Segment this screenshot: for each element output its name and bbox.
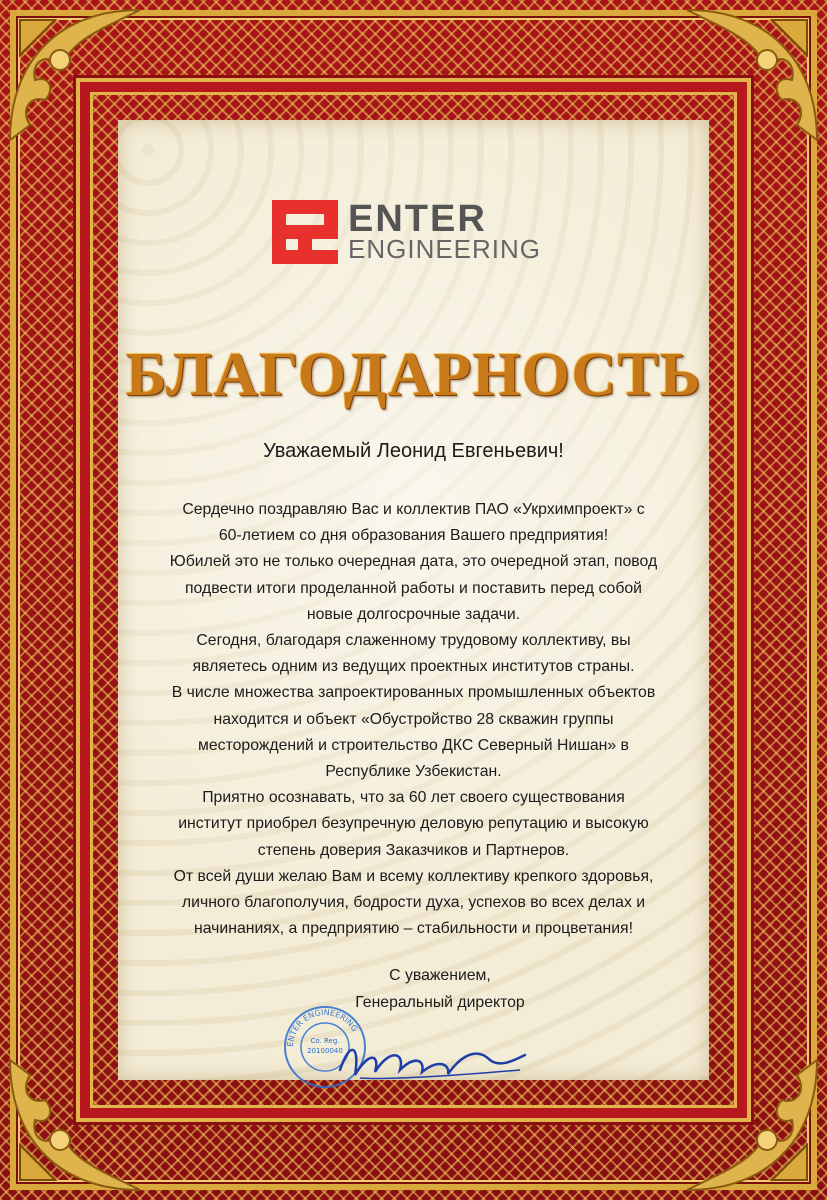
body-line: Приятно осознавать, что за 60 лет своего существования (202, 789, 625, 807)
body-line: личного благополучия, бодрости духа, успехов во всех делах и (181, 894, 646, 912)
logo-text-engineering: ENGINEERING (348, 234, 542, 264)
certificate-title: БЛАГОДАРНОСТЬ (125, 341, 702, 409)
body-line: находится и объект «Обустройство 28 скважин группы (213, 710, 614, 728)
body-line: подвести итоги проделанной работы и поставить перед собой (185, 579, 642, 597)
company-logo (272, 200, 562, 264)
body-line: степень доверия Заказчиков и Партнеров. (257, 841, 570, 859)
body-line: В числе множества запроектированных промышленных объектов (171, 684, 656, 702)
logo-text-enter: ENTER (348, 198, 487, 240)
body-line: 60-летием со дня образования Вашего предприятия! (218, 527, 609, 545)
body-line: новые долгосрочные задачи. (306, 605, 521, 623)
body-line: начинаниях, а предприятию – стабильности и процветания! (194, 920, 633, 938)
letter-body (140, 497, 687, 942)
body-line: институт приобрел безупречную деловую репутацию и высокую (178, 815, 649, 833)
closing-regards: С уважением, (389, 967, 491, 984)
stamp-line-2: 20100040 (307, 1047, 343, 1055)
body-line: являетесь одним из ведущих проектных институтов страны. (192, 658, 635, 676)
stamp-line-1: Co. Reg. (310, 1037, 340, 1045)
salutation: Уважаемый Леонид Евгеньевич! (263, 440, 564, 462)
body-line: Сердечно поздравляю Вас и коллектив ПАО «Укрхимпроект» с (182, 501, 645, 518)
signature-icon (330, 1030, 530, 1090)
body-line: Республике Узбекистан. (325, 763, 502, 781)
closing-position: Генеральный директор (355, 994, 525, 1011)
body-line: От всей души желаю Вам и всему коллективу крепкого здоровья, (173, 867, 654, 885)
body-line: Сегодня, благодаря слаженному трудовому коллективу, вы (196, 632, 631, 650)
body-line: месторождений и строительство ДКС Северный Нишан» в (198, 736, 629, 754)
stamp-ring-text: ENTER ENGINEERING (285, 1007, 360, 1048)
enter-logo-icon (272, 200, 338, 264)
body-line: Юбилей это не только очередная дата, это очередной этап, повод (169, 553, 658, 571)
